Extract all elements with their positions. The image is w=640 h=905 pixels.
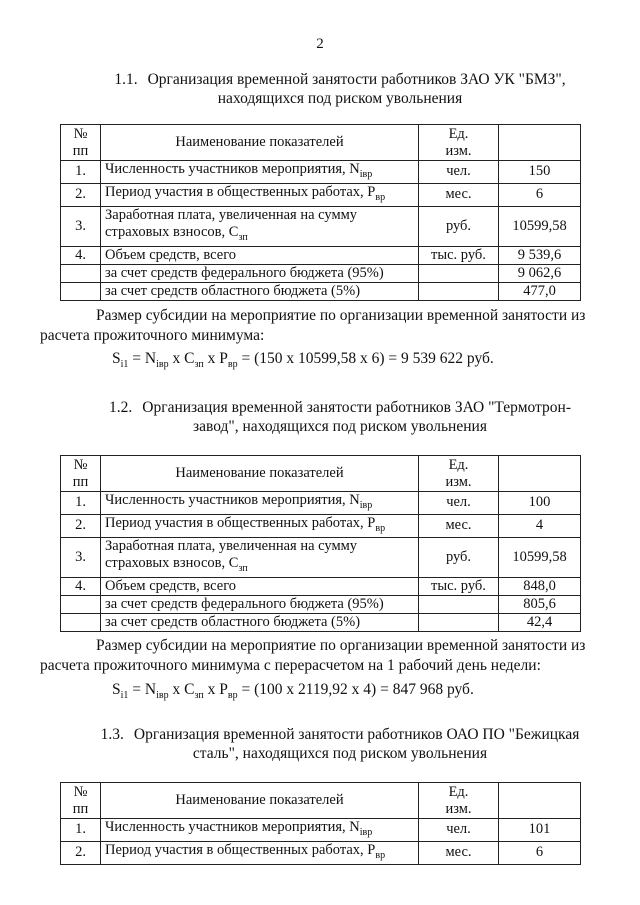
para-line1: Размер субсидии на мероприятие по организации временной занятости из [96,637,586,654]
section-number: 1.1. [114,71,138,88]
table-row [61,595,581,613]
row-num: 2. [61,514,101,537]
row-unit: мес. [419,841,499,864]
row-num: 4. [61,577,101,595]
section-number: 1.3. [100,726,124,743]
pp-header: пп [72,473,89,490]
table-row [61,577,581,595]
row-value: 9 539,6 [499,246,581,264]
subsidy-paragraph-1-1 [40,306,600,346]
row-value: 6 [499,841,581,864]
formula-1-2: $S_{i1} = N_{iвр}$ x $C_{зп}$ x $P_{вр} = (100$ x 2119,92 x 4) = 847 968 руб. [112,681,474,702]
formula-1-1: $S_{i1} = N_{iвр}$ x $C_{зп}$ x $P_{вр} = (150$ x 10599,58 x 6) = 9 539 622 руб. [112,350,494,371]
name-header: Наименование показателей [101,125,419,161]
row-name: за счет средств областного бюджета (5%) [101,282,419,300]
para-line1: Размер субсидии на мероприятие по организации временной занятости из [96,307,586,324]
table-row [61,183,581,206]
indicators-table-1-1 [60,124,581,301]
row-value: 477,0 [499,282,581,300]
para-line2: расчета прожиточного минимума с перерасчетом на 1 рабочий день недели: [40,657,541,674]
row-name: за счет средств федерального бюджета (95%) [101,264,419,282]
unit-header: Ед. [448,125,469,142]
row-value: 848,0 [499,577,581,595]
unit-header-2: изм. [445,473,472,490]
row-num: 3. [61,206,101,246]
row-unit: мес. [419,183,499,206]
row-unit: чел. [419,161,499,184]
section-title-line2: находящихся под риском увольнения [217,90,463,107]
section-1-3-heading [100,725,580,763]
row-name: за счет средств областного бюджета (5%) [101,613,419,631]
table-header-row [61,125,581,161]
table-header-row [61,456,581,492]
table-row [61,492,581,515]
row-name: Заработная плата, увеличенная на сумму страховых взносов, $C_{зп}$ [101,206,419,246]
table-row [61,282,581,300]
row-unit: руб. [419,537,499,577]
pp-header: пп [72,800,89,817]
section-1-1-heading [100,70,580,108]
row-num: 2. [61,183,101,206]
table-row [61,841,581,864]
row-name: за счет средств федерального бюджета (95%) [101,595,419,613]
section-title-line1: Организация временной занятости работников ОАО ПО "Бежицкая [133,726,580,743]
para-line2: расчета прожиточного минимума: [40,327,265,344]
indicators-table-1-2 [60,455,581,632]
num-header: № [73,783,88,800]
row-num: 3. [61,537,101,577]
table-header-row [61,783,581,819]
row-name: Период участия в общественных работах, $P_{вр}$ [101,514,419,537]
row-unit: руб. [419,206,499,246]
table-row [61,264,581,282]
row-value: 9 062,6 [499,264,581,282]
unit-header: Ед. [448,456,469,473]
row-unit: мес. [419,514,499,537]
row-value: 10599,58 [499,206,581,246]
table-row [61,514,581,537]
row-name: Период участия в общественных работах, $P_{вр}$ [101,183,419,206]
unit-header-2: изм. [445,142,472,159]
section-title-line1: Организация временной занятости работников ЗАО "Термотрон- [142,399,571,416]
table-row [61,819,581,842]
row-unit: чел. [419,819,499,842]
row-name: Численность участников мероприятия, $N_{iвр}$ [101,161,419,184]
row-unit: тыс. руб. [419,246,499,264]
table-row [61,246,581,264]
row-value: 4 [499,514,581,537]
row-name: Период участия в общественных работах, $P_{вр}$ [101,841,419,864]
row-name: Численность участников мероприятия, $N_{iвр}$ [101,492,419,515]
row-unit: чел. [419,492,499,515]
unit-header-2: изм. [445,800,472,817]
row-num: 4. [61,246,101,264]
subsidy-paragraph-1-2 [40,636,600,676]
row-name: Заработная плата, увеличенная на сумму страховых взносов, $C_{зп}$ [101,537,419,577]
section-title-line1: Организация временной занятости работников ЗАО УК "БМЗ", [147,71,566,88]
row-value: 42,4 [499,613,581,631]
row-num: 1. [61,492,101,515]
row-name: Численность участников мероприятия, $N_{iвр}$ [101,819,419,842]
name-header: Наименование показателей [101,456,419,492]
section-1-2-heading [100,398,580,436]
num-header: № [73,125,88,142]
row-value: 150 [499,161,581,184]
pp-header: пп [72,142,89,159]
num-header: № [73,456,88,473]
table-row [61,206,581,246]
row-value: 10599,58 [499,537,581,577]
section-title-line2: сталь", находящихся под риском увольнения [192,745,488,762]
row-value: 6 [499,183,581,206]
row-name: Объем средств, всего [101,577,419,595]
section-title-line2: завод", находящихся под риском увольнения [193,418,487,435]
row-num: 1. [61,819,101,842]
table-row [61,613,581,631]
table-row [61,537,581,577]
page-number: 2 [316,36,324,52]
indicators-table-1-3 [60,782,581,865]
name-header: Наименование показателей [101,783,419,819]
row-num: 2. [61,841,101,864]
table-row [61,161,581,184]
row-value: 101 [499,819,581,842]
row-unit: тыс. руб. [419,577,499,595]
row-value: 100 [499,492,581,515]
unit-header: Ед. [448,783,469,800]
section-number: 1.2. [109,399,133,416]
row-num: 1. [61,161,101,184]
row-value: 805,6 [499,595,581,613]
row-name: Объем средств, всего [101,246,419,264]
